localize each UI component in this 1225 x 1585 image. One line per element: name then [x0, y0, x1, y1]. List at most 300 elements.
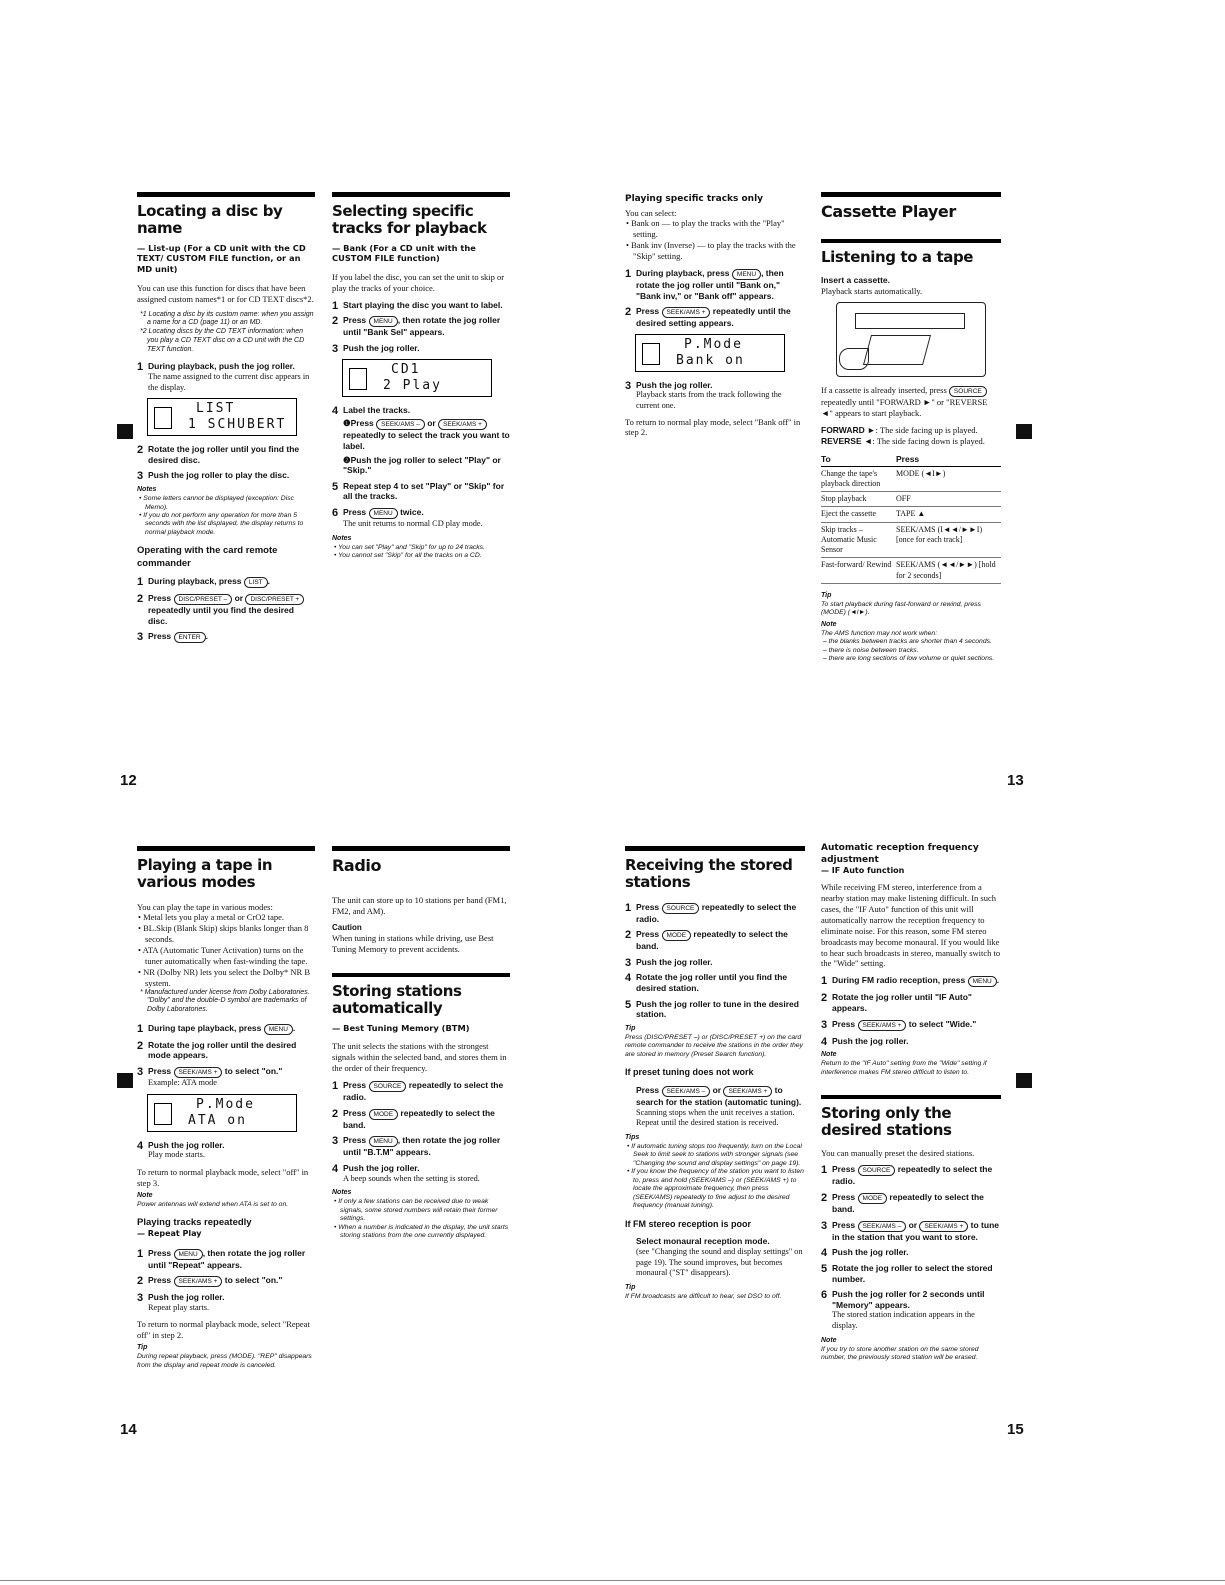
step-number: 4 — [625, 972, 632, 985]
lcd-line-1: CD1 — [391, 361, 421, 377]
or-text: or — [908, 1219, 918, 1230]
tip-text: Press (DISC/PRESET –) or (DISC/PRESET +) on the card remote commander to receive the stations in the order they are stored in memory (Preset Search function). — [625, 1033, 803, 1058]
menu-key: MENU — [968, 976, 997, 987]
table-cell: Fast-forward/ Rewind — [821, 558, 896, 583]
tip: • If you know the frequency of the station you want to listen to, press and hold (SEEK/AMS –) or (SEEK/AMS +) to locate the approximate frequency, then press (SEEK/AMS) repeatedly to fine adjust to the desired frequency (manual tuning). — [627, 1168, 804, 1210]
section-title: Locating a disc by name — [137, 202, 283, 238]
step — [332, 1080, 510, 1103]
step — [137, 1248, 315, 1271]
step-heading: During tape playback, press — [148, 1022, 262, 1033]
note-label: Note — [821, 1336, 837, 1344]
step-number: 5 — [332, 480, 339, 493]
notes-label: Notes — [332, 1189, 352, 1197]
step-heading: During playback, push the jog roller. — [148, 361, 295, 372]
tape-icon — [154, 1103, 172, 1125]
note-text: If you try to store another station on the same stored number, the previously stored station will be erased. — [821, 1345, 979, 1362]
note: • When a number is indicated in the display, the unit starts storing stations from the one currently displayed. — [334, 1223, 509, 1240]
step-number: 1 — [137, 1022, 144, 1035]
mode-key: MODE — [662, 930, 692, 941]
menu-key: MENU — [174, 1249, 203, 1260]
seek-ams-plus-key: SEEK/AMS + — [723, 1086, 772, 1097]
bullet: • BL.Skip (Blank Skip) skips blanks longer than 8 seconds. — [138, 923, 309, 945]
seek-ams-plus-key: SEEK/AMS + — [858, 1020, 907, 1031]
disc-icon — [154, 407, 172, 429]
step-heading-tail: , then rotate the jog roller until "Repeat" appears. — [148, 1247, 306, 1270]
table-row — [821, 492, 1001, 507]
step — [137, 1066, 315, 1089]
disc-icon — [642, 343, 660, 365]
step-number: 1 — [625, 901, 632, 914]
step-number: 3 — [137, 1292, 144, 1305]
notes-label: Notes — [137, 486, 157, 494]
lcd-line-2: 1 SCHUBERT — [188, 417, 287, 433]
step — [821, 992, 1001, 1013]
table-row — [821, 558, 1001, 583]
lcd-display — [147, 398, 297, 436]
lcd-line-1: P.Mode — [196, 1096, 255, 1112]
table-cell: Stop playback — [821, 492, 896, 507]
intro-text: You can play the tape in various modes: — [137, 901, 273, 912]
step-heading-tail: repeatedly until you find the desired disc. — [148, 605, 294, 626]
step-number: 2 — [332, 315, 339, 328]
step-number: 1 — [137, 361, 144, 374]
forward-desc: : The side facing up is played. — [875, 425, 978, 436]
bullet: • NR (Dolby NR) lets you select the Dolby* NR B system. — [138, 966, 311, 988]
step-description: A beep sounds when the setting is stored. — [343, 1173, 480, 1183]
step-heading: Push the jog roller. — [148, 1292, 225, 1303]
step-number: 2 — [625, 929, 632, 942]
step-heading-tail: , then rotate the jog roller until "Bank on," "Bank inv," or "Bank off" appears. — [636, 267, 784, 301]
step-heading-tail: repeatedly to select the band. — [636, 929, 788, 952]
step-heading: Press — [636, 929, 660, 940]
step-number: 3 — [137, 470, 144, 483]
step-heading: Push the jog roller. — [636, 379, 713, 390]
step-description: Play mode starts. — [148, 1150, 205, 1160]
step-description: The stored station indication appears in the display. — [832, 1310, 975, 1331]
seek-ams-plus-key: SEEK/AMS + — [662, 307, 711, 318]
hand-icon — [839, 348, 869, 370]
step-number: 1 — [625, 267, 632, 280]
step-number: 3 — [625, 379, 632, 392]
or-text: or — [234, 593, 244, 604]
column-automatic-frequency — [821, 843, 1001, 1363]
table-cell: SEEK/AMS (◄◄/►►) [hold for 2 seconds] — [896, 558, 1001, 583]
mode-key: MODE — [369, 1109, 399, 1120]
or-text: or — [712, 1084, 722, 1095]
step — [332, 1108, 510, 1131]
step-number: 2 — [625, 306, 632, 319]
table-cell: OFF — [896, 492, 1001, 507]
step-description: Playback starts from the track following the current one. — [636, 390, 782, 410]
step-heading: During FM radio reception, press — [832, 975, 966, 986]
step-heading-tail: repeatedly to select the radio. — [343, 1080, 504, 1103]
step-heading: Press — [343, 1107, 367, 1118]
section-heading: Playing specific tracks only — [625, 194, 764, 204]
text-part: If a cassette is already inserted, press — [821, 385, 947, 396]
menu-key: MENU — [369, 316, 398, 327]
step — [625, 1085, 805, 1129]
page-number: 12 — [120, 772, 137, 789]
page-number: 15 — [1007, 1421, 1024, 1438]
step-heading-tail: twice. — [400, 507, 424, 518]
section-rule — [821, 239, 1001, 243]
step-heading: Start playing the disc you want to label. — [343, 299, 503, 310]
step-heading: Press — [832, 1192, 856, 1203]
step-heading: Push the jog roller for 2 seconds until "Memory" appears. — [832, 1289, 985, 1310]
step-number: 4 — [821, 1035, 828, 1048]
seek-ams-plus-key: SEEK/AMS + — [174, 1276, 223, 1287]
step-description: (see "Changing the sound and display settings" on page 19). The sound improves, but becomes monaural ("ST" disappears). — [636, 1246, 803, 1278]
note-bullet: – there are long sections of low volume or quiet sections. — [823, 655, 995, 663]
bullet: • Bank on — to play the tracks with the "Play" setting. — [626, 218, 785, 240]
step-heading: Push the jog roller to play the disc. — [148, 470, 290, 481]
step — [625, 380, 803, 412]
step-heading: Press — [343, 1080, 367, 1091]
step-heading: During playback, press — [636, 267, 730, 278]
section-rule — [137, 846, 315, 851]
step-number: 3 — [137, 1066, 144, 1078]
page-edge-marker — [1016, 424, 1032, 439]
list-key: LIST — [244, 577, 268, 588]
step — [625, 929, 805, 952]
step-number: 6 — [332, 507, 339, 520]
step-heading: Rotate the jog roller to select the stored number. — [832, 1262, 993, 1284]
substep-marker: ❶ — [343, 418, 351, 429]
step — [821, 1036, 1001, 1047]
intro-text: The unit selects the stations with the strongest signals within the selected band, and stores them in the order of their frequency. — [332, 1041, 507, 1074]
lcd-display — [342, 359, 492, 397]
section-title: Listening to a tape — [821, 248, 974, 267]
column-receiving-stations — [625, 846, 805, 1301]
subsection-heading: Operating with the card remote commander — [137, 545, 278, 569]
seek-ams-minus-key: SEEK/AMS – — [858, 1221, 907, 1232]
disc-preset-plus-key: DISC/PRESET + — [245, 594, 304, 605]
step-heading: Rotate the jog roller until the desired mode appears. — [148, 1039, 297, 1061]
step-number: 2 — [137, 1275, 144, 1288]
section-subtitle: — Bank (For a CD unit with the CUSTOM FILE function) — [332, 242, 476, 264]
table-row — [821, 522, 1001, 558]
source-key: SOURCE — [662, 903, 700, 914]
section-rule — [137, 192, 315, 197]
note-bullet: – there is noise between tracks. — [823, 646, 919, 654]
step-number: 2 — [821, 1192, 828, 1205]
step-number: 3 — [821, 1219, 828, 1232]
step-heading: Insert a cassette. — [821, 274, 890, 285]
step — [332, 507, 510, 530]
subsection-subtitle: — Repeat Play — [137, 1229, 202, 1239]
substep-text: Press — [350, 418, 374, 429]
bullet: • ATA (Automatic Tuner Activation) turns on the tuner automatically when fast-winding the tape. — [138, 945, 308, 966]
enter-key: ENTER — [174, 632, 206, 643]
step-heading: Press — [148, 631, 172, 642]
section-title: Storing stations automatically — [332, 982, 462, 1018]
step-heading: Press — [343, 315, 367, 326]
lcd-display — [635, 334, 785, 372]
step-number: 3 — [625, 956, 632, 969]
step — [821, 1289, 1001, 1331]
tip-text: If FM broadcasts are difficult to hear, set DSO to off. — [625, 1292, 782, 1300]
seek-ams-minus-key: SEEK/AMS – — [662, 1086, 711, 1097]
step-number: 4 — [332, 404, 339, 417]
section-rule — [821, 192, 1001, 197]
cassette-slot — [855, 313, 965, 329]
section-subtitle: — Best Tuning Memory (BTM) — [332, 1022, 470, 1033]
substep-tail: repeatedly to select the track you want to label. — [343, 430, 510, 451]
step-heading: Press — [148, 593, 172, 604]
step — [137, 1140, 315, 1161]
step-number: 4 — [332, 1162, 339, 1175]
seek-ams-plus-key: SEEK/AMS + — [919, 1221, 968, 1232]
column-tape-modes — [137, 846, 315, 1370]
source-key: SOURCE — [369, 1081, 407, 1092]
step-heading-tail: repeatedly until the desired setting appears. — [636, 306, 791, 329]
forward-label: FORWARD ► — [821, 425, 876, 436]
step-heading-tail: to select "on." — [224, 1066, 283, 1076]
step — [625, 957, 805, 968]
chapter-title: Radio — [332, 856, 382, 875]
intro-text: You can use this function for discs that have been assigned custom names*1 or for CD TEXT discs*2. — [137, 282, 314, 304]
operations-table — [821, 453, 1001, 584]
step-number: 2 — [332, 1107, 339, 1120]
step-heading: Press — [343, 507, 367, 518]
section-rule — [625, 846, 805, 851]
step — [332, 1163, 510, 1184]
bullet: • Bank inv (Inverse) — to play the tracks with the "Skip" setting. — [626, 240, 796, 262]
tips-label: Tips — [625, 1133, 640, 1141]
note-label: Note — [821, 1051, 837, 1059]
step-number: 1 — [332, 1080, 339, 1093]
step — [821, 1164, 1001, 1187]
step-heading-tail: , then rotate the jog roller until "B.T.M" appears. — [343, 1135, 501, 1158]
step-heading: Press — [832, 1018, 856, 1029]
section-rule — [332, 973, 510, 977]
step-heading-tail: to select "on." — [224, 1275, 283, 1286]
intro-text: If you label the disc, you can set the unit to skip or play the tracks of your choice. — [332, 272, 505, 293]
step-heading: Press — [343, 1135, 367, 1146]
note: • You can set "Play" and "Skip" for up to 24 tracks. — [334, 543, 485, 551]
step-heading: Rotate the jog roller until "IF Auto" appears. — [832, 992, 972, 1013]
chapter-title: Cassette Player — [821, 202, 956, 221]
table-cell: MODE (◄I►) — [896, 466, 1001, 491]
step-heading: Push the jog roller to tune in the desired station. — [636, 998, 799, 1020]
lcd-line-1: P.Mode — [684, 336, 743, 352]
table-cell: Skip tracks – Automatic Music Sensor — [821, 522, 896, 558]
step-heading: Push the jog roller. — [832, 1035, 909, 1046]
step — [625, 268, 803, 301]
step-heading: Press — [832, 1164, 856, 1175]
step-heading: Press — [148, 1247, 172, 1258]
table-header-row — [821, 453, 1001, 466]
step-number: 2 — [137, 444, 144, 457]
seek-ams-minus-key: SEEK/AMS – — [376, 419, 425, 430]
section-title: Storing only the desired stations — [821, 1104, 952, 1140]
note-text: Return to the "IF Auto" setting from the "Wide" setting if interference makes FM stereo difficult to listen to. — [821, 1060, 987, 1076]
step-number: 4 — [137, 1139, 144, 1152]
direction-line — [821, 425, 1001, 436]
step — [137, 593, 315, 626]
step — [625, 306, 803, 329]
step-number: 4 — [821, 1247, 828, 1260]
substep-text: Push the jog roller to select "Play" or "Skip." — [343, 454, 501, 476]
step — [332, 300, 510, 311]
step-number: 3 — [332, 1135, 339, 1148]
step — [332, 315, 510, 338]
note-text: The AMS function may not work when: — [821, 629, 938, 637]
section-rule — [821, 1095, 1001, 1099]
step — [625, 999, 805, 1020]
intro-text: While receiving FM stereo, interference from a nearby station may make listening difficult. In such cases, the "IF Auto" function of this unit will automatically narrow the reception frequency to eliminate noise. For this reason, some FM stereo broadcasts may become monaural. If you would like to hear such broadcasts in stereo, manually switch to the "Wide" setting. — [821, 882, 1001, 969]
table-header: Press — [896, 453, 1001, 466]
substep-marker: ❷ — [343, 454, 351, 465]
step-heading: Push the jog roller. — [832, 1247, 909, 1258]
step-heading: During playback, press — [148, 576, 242, 587]
tip-text: To start playback during fast-forward or rewind, press (MODE) (◄I►). — [821, 600, 981, 617]
step-number: 1 — [821, 1164, 828, 1177]
menu-key: MENU — [369, 1136, 398, 1147]
step — [137, 470, 315, 481]
step-heading: Press — [148, 1066, 172, 1076]
step — [821, 1192, 1001, 1215]
outro-text: To return to normal playback mode, select "Repeat off" in step 2. — [137, 1319, 310, 1341]
step-number: 1 — [332, 299, 339, 312]
note-label: Note — [821, 620, 837, 628]
section-rule — [332, 192, 510, 197]
step — [625, 902, 805, 925]
lcd-line-1: LIST — [196, 401, 236, 417]
step — [332, 405, 510, 476]
lcd-display — [147, 1094, 297, 1132]
step-number: 3 — [137, 631, 144, 644]
tip-label: Tip — [137, 1344, 148, 1352]
step — [137, 361, 315, 393]
note-text: Power antennas will extend when ATA is set to on. — [137, 1200, 289, 1208]
lcd-line-2: Bank on — [676, 352, 745, 368]
page-number: 14 — [120, 1421, 137, 1438]
step-heading: Push the jog roller. — [343, 343, 420, 354]
step-heading: Push the jog roller. — [636, 956, 713, 967]
page-number: 13 — [1007, 772, 1024, 789]
step-heading-tail: repeatedly to select the radio. — [636, 901, 797, 924]
step: 1 During tape playback, press MENU . — [137, 1022, 296, 1035]
step-description: The unit returns to normal CD play mode. — [343, 519, 483, 529]
step-number: 2 — [137, 593, 144, 606]
step-heading: Press — [636, 901, 660, 912]
step-heading-tail: repeatedly to select the band. — [343, 1107, 495, 1130]
step-heading-tail: repeatedly to select the radio. — [832, 1164, 993, 1187]
note: • If only a few stations can be received due to weak signals, some stored numbers will retain their former settings. — [334, 1198, 498, 1223]
step-heading-tail: , then rotate the jog roller until "Bank Sel" appears. — [343, 315, 501, 338]
step-number: 5 — [821, 1262, 828, 1275]
section-title: Receiving the stored stations — [625, 856, 793, 892]
step-description: Scanning stops when the unit receives a station. Repeat until the desired station is received. — [636, 1107, 795, 1128]
table-cell: Change the tape's playback direction — [821, 466, 896, 491]
table-header: To — [821, 453, 896, 466]
subsection-heading: If FM stereo reception is poor — [625, 1218, 752, 1229]
column-locating-disc — [137, 192, 315, 648]
cassette-tape — [863, 335, 931, 365]
step-heading-tail: repeatedly to select the band. — [832, 1192, 984, 1215]
table-row — [821, 466, 1001, 491]
step: 1 During FM radio reception, press MENU . — [821, 975, 1000, 988]
lcd-line-2: 2 Play — [383, 377, 442, 393]
column-cassette-player — [821, 192, 1001, 664]
step — [137, 1040, 315, 1061]
outro-text: To return to normal playback mode, select "off" in step 3. — [137, 1166, 309, 1188]
note-label: Note — [137, 1191, 153, 1199]
note: • You cannot set "Skip" for all the tracks on a CD. — [334, 552, 482, 560]
cassette-insertion-illustration — [836, 302, 986, 377]
step — [137, 1275, 315, 1287]
footnote: *2 Locating discs by the CD TEXT information: when you play a CD TEXT disc on a CD unit with the CD TEXT function. — [140, 328, 305, 353]
step-heading: Press — [636, 306, 660, 317]
step-description: The name assigned to the current disc appears in the display. — [148, 371, 310, 392]
disc-icon — [349, 368, 367, 390]
body-text — [821, 385, 1001, 419]
note: • If you do not perform any operation for more than 5 seconds with the list displayed, the display returns to normal playback mode. — [139, 511, 304, 536]
step — [821, 1263, 1001, 1284]
lcd-line-2: ATA on — [188, 1112, 247, 1128]
source-key: SOURCE — [858, 1165, 896, 1176]
mode-key: MODE — [858, 1193, 888, 1204]
page-bottom-line — [0, 1580, 1225, 1581]
table-cell: Eject the cassette — [821, 507, 896, 522]
step-heading: Rotate the jog roller until you find the desired disc. — [148, 444, 300, 465]
column-playing-specific — [625, 194, 803, 438]
tip-label: Tip — [625, 1283, 636, 1291]
direction-line — [821, 436, 1001, 447]
menu-key: MENU — [369, 508, 398, 519]
step-heading: Push the jog roller. — [148, 1139, 225, 1150]
disc-preset-minus-key: DISC/PRESET – — [174, 594, 233, 605]
footnote: * Manufactured under license from Dolby Laboratories. "Dolby" and the double-D symbol are trademarks of Dolby Laboratories. — [140, 988, 310, 1013]
section-title: Selecting specific tracks for playback — [332, 202, 487, 238]
section-subtitle: — IF Auto function — [821, 866, 905, 876]
note: • Some letters cannot be displayed (exception: Disc Memo). — [139, 495, 295, 511]
step-heading: Repeat step 4 to set "Play" or "Skip" for all the tracks. — [343, 480, 505, 502]
page-edge-marker — [117, 1073, 133, 1088]
tip-text: During repeat playback, press (MODE). "REP" disappears from the display and repeat mode is canceled. — [137, 1353, 312, 1369]
step-number: 1 — [821, 975, 828, 988]
step-heading: Press — [148, 1275, 172, 1286]
intro-text: The unit can store up to 10 stations per band (FM1, FM2, and AM). — [332, 895, 507, 917]
bullet: • Metal lets you play a metal or CrO2 tape. — [138, 912, 285, 923]
step-number: 5 — [625, 998, 632, 1011]
step-number: 2 — [137, 1039, 144, 1052]
step — [137, 444, 315, 465]
or-text: or — [427, 418, 436, 429]
table-cell: TAPE ▲ — [896, 507, 1001, 522]
outro-text: To return to normal play mode, select "Bank off" in step 2. — [625, 416, 801, 438]
tip: • If automatic tuning stops too frequently, turn on the Local Seek to limit seek to stations with stronger signals (see "Changing the sound and display settings" on page 19). — [627, 1142, 802, 1167]
step-number: 3 — [821, 1018, 828, 1031]
table-row — [821, 507, 1001, 522]
step-heading: Label the tracks. — [343, 404, 411, 415]
step — [332, 1135, 510, 1158]
menu-key: MENU — [264, 1024, 293, 1035]
step — [137, 1292, 315, 1313]
step — [821, 1247, 1001, 1258]
page-edge-marker — [117, 424, 133, 439]
step-heading: Select monaural reception mode. — [636, 1236, 770, 1247]
step — [625, 972, 805, 993]
step-number: 6 — [821, 1289, 828, 1302]
step-heading: Push the jog roller. — [343, 1162, 420, 1173]
step-heading: Press — [832, 1219, 856, 1230]
reverse-label: REVERSE ◄ — [821, 436, 873, 447]
step — [332, 343, 510, 354]
step-heading: Press — [636, 1084, 660, 1095]
step: 1 During playback, press LIST . — [137, 576, 271, 589]
